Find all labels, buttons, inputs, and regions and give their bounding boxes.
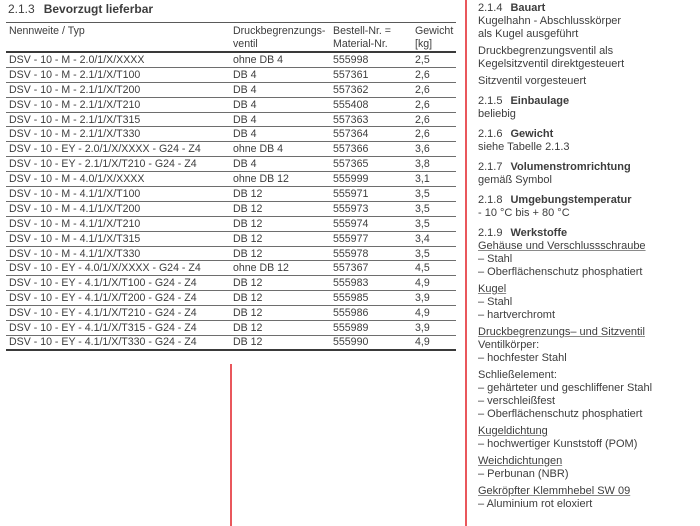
right-column <box>478 1 699 511</box>
material-item: – verschleißfest <box>478 395 556 407</box>
text-line: Druckbegrenzungsventil als <box>478 45 614 57</box>
cell-druckbegrenzungsventil: DB 12 <box>233 321 263 334</box>
section-heading-2-1-8 <box>478 194 699 207</box>
table-row <box>6 157 456 172</box>
cell-gewicht: 3,9 <box>415 292 430 305</box>
cell-gewicht: 2,6 <box>415 113 430 126</box>
material-block-heading: Schließelement: <box>478 369 557 381</box>
section-title-text: Werkstoffe <box>510 227 568 239</box>
table-row <box>6 172 456 187</box>
cell-nennweite-typ: DSV - 10 - EY - 4.1/1/X/T210 - G24 - Z4 <box>9 307 197 320</box>
section-number: 2.1.8 <box>478 194 503 206</box>
cell-nennweite-typ: DSV - 10 - M - 2.1/1/X/T200 <box>9 83 141 96</box>
cell-druckbegrenzungsventil: DB 4 <box>233 158 257 171</box>
material-block-gehaeuse <box>478 240 699 279</box>
text-line: beliebig <box>478 108 516 120</box>
cell-bestell-nr: 555998 <box>333 53 369 66</box>
cell-nennweite-typ: DSV - 10 - M - 4.1/1/X/T315 <box>9 232 141 245</box>
cell-druckbegrenzungsventil: DB 12 <box>233 217 263 230</box>
header-druckbegrenzungsventil <box>233 23 333 51</box>
cell-gewicht: 3,4 <box>415 232 430 245</box>
paragraph <box>478 75 699 88</box>
section-title-text: Bauart <box>510 2 546 14</box>
section-title-text: Einbaulage <box>510 95 570 107</box>
material-item: – Perbunan (NBR) <box>478 468 569 480</box>
cell-nennweite-typ: DSV - 10 - M - 2.1/1/X/T330 <box>9 128 141 141</box>
material-item: – hartverchromt <box>478 309 556 321</box>
material-block-kugel <box>478 283 699 322</box>
cell-gewicht: 4,9 <box>415 277 430 290</box>
cell-bestell-nr: 555983 <box>333 277 369 290</box>
section-number: 2.1.4 <box>478 2 503 14</box>
table-row <box>6 142 456 157</box>
section-title-text: Volumenstromrichtung <box>510 161 631 173</box>
header-line: Bestell-Nr. = <box>333 25 391 37</box>
table-row <box>6 291 456 306</box>
cell-nennweite-typ: DSV - 10 - M - 2.1/1/X/T100 <box>9 68 141 81</box>
cell-bestell-nr: 555408 <box>333 98 369 111</box>
table-row <box>6 247 456 262</box>
cell-druckbegrenzungsventil: DB 12 <box>233 292 263 305</box>
cell-gewicht: 2,6 <box>415 83 430 96</box>
cell-nennweite-typ: DSV - 10 - EY - 4.1/1/X/T200 - G24 - Z4 <box>9 292 197 305</box>
cell-bestell-nr: 555989 <box>333 321 369 334</box>
section-heading-2-1-6 <box>478 128 699 141</box>
material-block-schliesselement <box>478 369 699 421</box>
text-line: Sitzventil vorgesteuert <box>478 75 587 87</box>
table-row <box>6 83 456 98</box>
section-title-2-1-3 <box>8 2 153 16</box>
table-row <box>6 336 456 351</box>
cell-gewicht: 3,9 <box>415 321 430 334</box>
section-heading-2-1-5 <box>478 95 699 108</box>
cell-druckbegrenzungsventil: DB 12 <box>233 307 263 320</box>
cell-druckbegrenzungsventil: DB 4 <box>233 98 257 111</box>
table-row <box>6 261 456 276</box>
cell-bestell-nr: 555986 <box>333 307 369 320</box>
cell-bestell-nr: 557366 <box>333 143 369 156</box>
material-block-klemmhebel <box>478 485 699 511</box>
material-block-heading: Weichdichtungen <box>478 455 563 467</box>
material-item: – Oberflächenschutz phosphatiert <box>478 266 643 278</box>
header-line: Druckbegrenzungs- <box>233 25 326 37</box>
product-table <box>6 22 456 351</box>
table-row <box>6 187 456 202</box>
cell-nennweite-typ: DSV - 10 - M - 4.0/1/X/XXXX <box>9 173 145 186</box>
cell-nennweite-typ: DSV - 10 - M - 4.1/1/X/T330 <box>9 247 141 260</box>
cell-gewicht: 3,5 <box>415 247 430 260</box>
table-row <box>6 202 456 217</box>
cell-bestell-nr: 557365 <box>333 158 369 171</box>
cell-nennweite-typ: DSV - 10 - EY - 4.1/1/X/T330 - G24 - Z4 <box>9 336 197 349</box>
cell-nennweite-typ: DSV - 10 - EY - 4.0/1/X/XXXX - G24 - Z4 <box>9 262 201 275</box>
cell-bestell-nr: 557361 <box>333 68 369 81</box>
text-line: siehe Tabelle 2.1.3 <box>478 141 570 153</box>
section-number: 2.1.6 <box>478 128 503 140</box>
bottom-left-rule <box>230 364 232 526</box>
material-item: – gehärteter und geschliffener Stahl <box>478 382 653 394</box>
cell-druckbegrenzungsventil: ohne DB 12 <box>233 262 289 275</box>
section-heading-2-1-9 <box>478 227 699 240</box>
cell-gewicht: 3,1 <box>415 173 430 186</box>
cell-gewicht: 2,6 <box>415 128 430 141</box>
table-row <box>6 98 456 113</box>
material-block-heading: Gekröpfter Klemmhebel SW 09 <box>478 485 631 497</box>
paragraph <box>478 15 699 41</box>
cell-gewicht: 3,6 <box>415 143 430 156</box>
header-line: ventil <box>233 38 258 50</box>
table-body <box>6 53 456 351</box>
header-line: Nennweite / Typ <box>9 25 85 37</box>
material-block-heading: Gehäuse und Verschlussschraube <box>478 240 646 252</box>
material-item: – Aluminium rot eloxiert <box>478 498 593 510</box>
cell-nennweite-typ: DSV - 10 - M - 2.1/1/X/T210 <box>9 98 141 111</box>
cell-druckbegrenzungsventil: DB 12 <box>233 202 263 215</box>
cell-gewicht: 4,9 <box>415 307 430 320</box>
header-line: [kg] <box>415 38 433 50</box>
cell-bestell-nr: 557363 <box>333 113 369 126</box>
cell-bestell-nr: 555977 <box>333 232 369 245</box>
cell-gewicht: 2,6 <box>415 98 430 111</box>
section-number: 2.1.5 <box>478 95 503 107</box>
header-line: Material-Nr. <box>333 38 388 50</box>
cell-druckbegrenzungsventil: DB 12 <box>233 187 263 200</box>
cell-nennweite-typ: DSV - 10 - EY - 2.1/1/X/T210 - G24 - Z4 <box>9 158 197 171</box>
material-item: – hochwertiger Kunststoff (POM) <box>478 438 638 450</box>
cell-druckbegrenzungsventil: DB 4 <box>233 83 257 96</box>
cell-gewicht: 2,5 <box>415 53 430 66</box>
cell-nennweite-typ: DSV - 10 - M - 2.1/1/X/T315 <box>9 113 141 126</box>
table-row <box>6 68 456 83</box>
header-nennweite-typ <box>6 23 233 51</box>
cell-gewicht: 4,5 <box>415 262 430 275</box>
table-row <box>6 53 456 68</box>
header-bestell-nr <box>333 23 415 51</box>
cell-druckbegrenzungsventil: ohne DB 12 <box>233 173 289 186</box>
cell-druckbegrenzungsventil: DB 4 <box>233 128 257 141</box>
cell-bestell-nr: 555971 <box>333 187 369 200</box>
table-row <box>6 113 456 128</box>
section-number: 2.1.7 <box>478 161 503 173</box>
text-line: Kegelsitzventil direktgesteuert <box>478 58 625 70</box>
cell-bestell-nr: 555978 <box>333 247 369 260</box>
cell-bestell-nr: 555973 <box>333 202 369 215</box>
text-line: Kugelhahn - Abschlusskörper <box>478 15 622 27</box>
material-block-druckbegrenzungsventil <box>478 326 699 365</box>
material-item: – Stahl <box>478 296 513 308</box>
cell-bestell-nr: 555985 <box>333 292 369 305</box>
table-row <box>6 306 456 321</box>
cell-druckbegrenzungsventil: DB 12 <box>233 232 263 245</box>
cell-nennweite-typ: DSV - 10 - M - 4.1/1/X/T200 <box>9 202 141 215</box>
material-block-weichdichtungen <box>478 455 699 481</box>
table-row <box>6 217 456 232</box>
cell-bestell-nr: 555974 <box>333 217 369 230</box>
material-block-heading: Kugeldichtung <box>478 425 548 437</box>
cell-bestell-nr: 555990 <box>333 336 369 349</box>
cell-gewicht: 2,6 <box>415 68 430 81</box>
paragraph <box>478 45 699 71</box>
cell-bestell-nr: 557367 <box>333 262 369 275</box>
table-row <box>6 276 456 291</box>
material-block-heading: Kugel <box>478 283 507 295</box>
cell-gewicht: 4,9 <box>415 336 430 349</box>
material-block-kugeldichtung <box>478 425 699 451</box>
material-item: – hochfester Stahl <box>478 352 567 364</box>
cell-druckbegrenzungsventil: ohne DB 4 <box>233 53 284 66</box>
table-row <box>6 321 456 336</box>
cell-nennweite-typ: DSV - 10 - M - 4.1/1/X/T210 <box>9 217 141 230</box>
cell-gewicht: 3,8 <box>415 158 430 171</box>
cell-bestell-nr: 557364 <box>333 128 369 141</box>
column-divider-rule <box>465 0 467 526</box>
table-header-row <box>6 22 456 53</box>
cell-druckbegrenzungsventil: DB 4 <box>233 68 257 81</box>
cell-druckbegrenzungsventil: DB 4 <box>233 113 257 126</box>
table-row <box>6 127 456 142</box>
section-heading-2-1-4 <box>478 2 699 15</box>
cell-nennweite-typ: DSV - 10 - M - 2.0/1/X/XXXX <box>9 53 145 66</box>
cell-druckbegrenzungsventil: DB 12 <box>233 277 263 290</box>
cell-nennweite-typ: DSV - 10 - EY - 4.1/1/X/T315 - G24 - Z4 <box>9 321 197 334</box>
cell-gewicht: 3,5 <box>415 217 430 230</box>
material-item: – Stahl <box>478 253 513 265</box>
text-line: als Kugel ausgeführt <box>478 28 579 40</box>
section-title-text: Gewicht <box>510 128 554 140</box>
section-number: 2.1.9 <box>478 227 503 239</box>
cell-druckbegrenzungsventil: DB 12 <box>233 336 263 349</box>
table-row <box>6 232 456 247</box>
material-block-heading: Druckbegrenzungs– und Sitzventil <box>478 326 645 338</box>
cell-bestell-nr: 557362 <box>333 83 369 96</box>
cell-gewicht: 3,5 <box>415 202 430 215</box>
cell-nennweite-typ: DSV - 10 - EY - 2.0/1/X/XXXX - G24 - Z4 <box>9 143 201 156</box>
header-gewicht <box>415 23 456 51</box>
cell-druckbegrenzungsventil: DB 12 <box>233 247 263 260</box>
section-heading-2-1-7 <box>478 161 699 174</box>
material-item: – Oberflächenschutz phosphatiert <box>478 408 643 420</box>
section-title-text: Bevorzugt lieferbar <box>43 2 154 16</box>
cell-nennweite-typ: DSV - 10 - EY - 4.1/1/X/T100 - G24 - Z4 <box>9 277 197 290</box>
cell-gewicht: 3,5 <box>415 187 430 200</box>
cell-nennweite-typ: DSV - 10 - M - 4.1/1/X/T100 <box>9 187 141 200</box>
header-line: Gewicht <box>415 25 454 37</box>
material-subheading: Ventilkörper: <box>478 339 540 351</box>
section-title-text: Umgebungstemperatur <box>510 194 632 206</box>
cell-bestell-nr: 555999 <box>333 173 369 186</box>
section-number: 2.1.3 <box>8 2 35 16</box>
text-line: gemäß Symbol <box>478 174 552 186</box>
text-line: - 10 °C bis + 80 °C <box>478 207 570 219</box>
cell-druckbegrenzungsventil: ohne DB 4 <box>233 143 284 156</box>
